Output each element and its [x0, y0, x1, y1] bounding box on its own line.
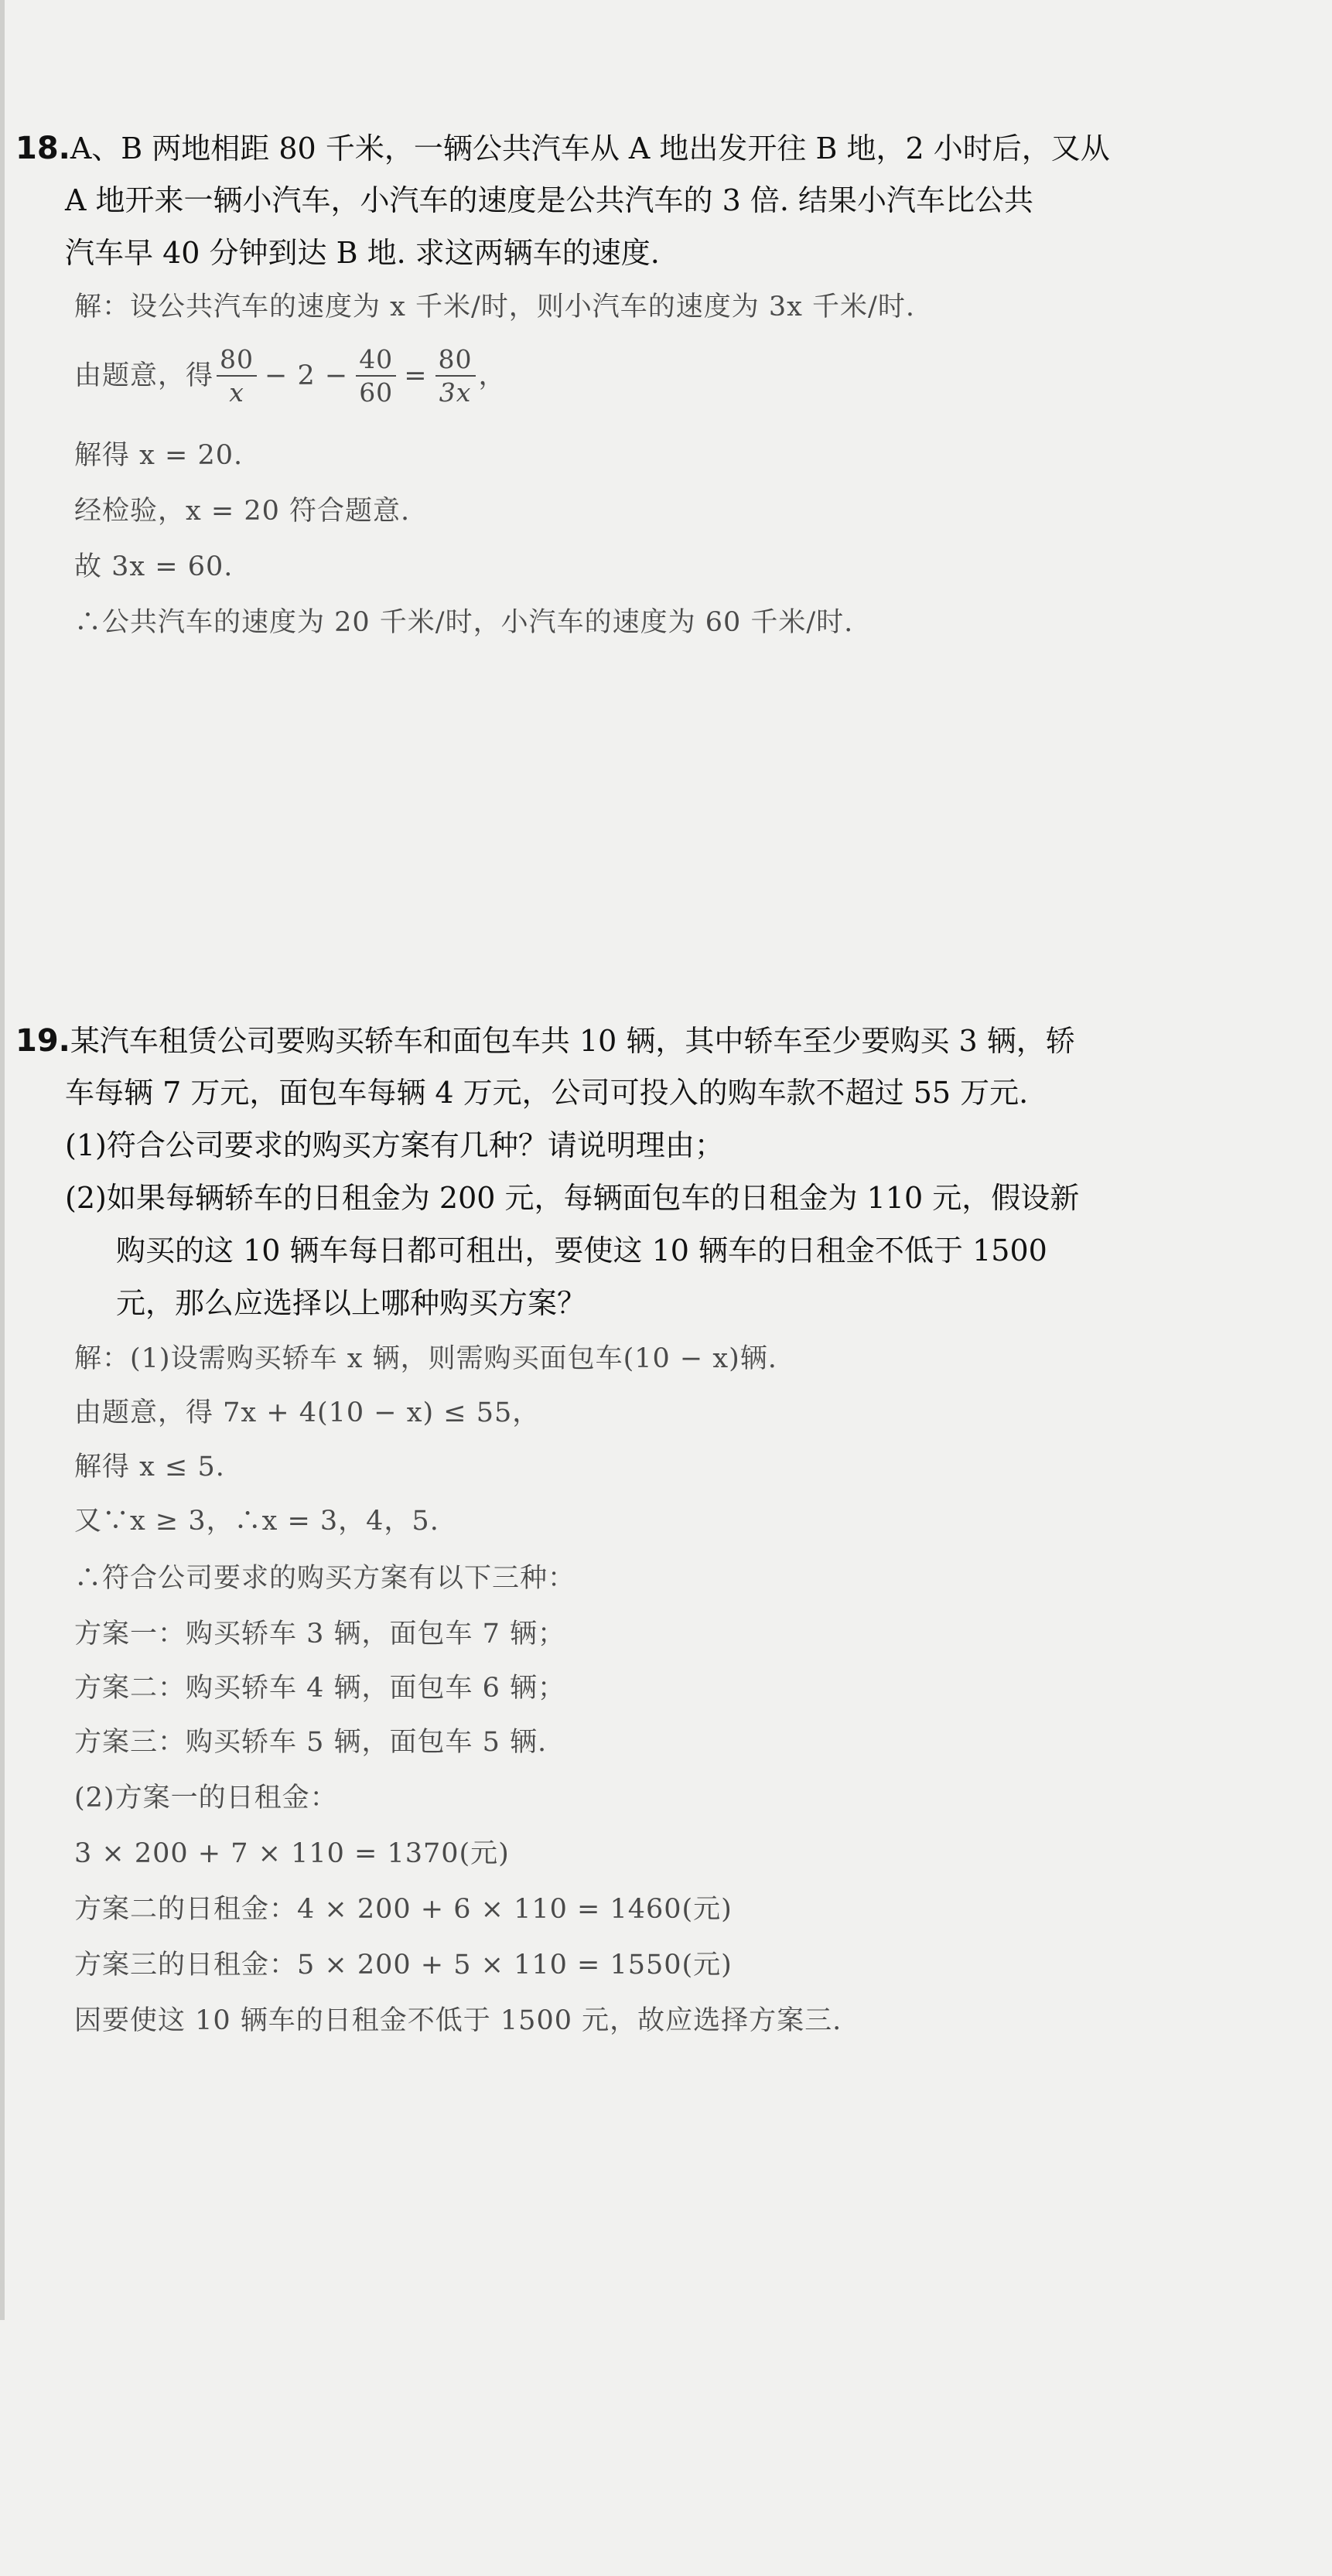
- fraction-40-over-60: [356, 344, 396, 408]
- q18-answer-line-6: ∴公共汽车的速度为 20 千米/时，小汽车的速度为 60 千米/时.: [74, 607, 854, 638]
- page-edge-shadow: [0, 0, 5, 2320]
- fraction-80-over-x: [217, 344, 257, 408]
- frac2-numerator: 40: [356, 346, 396, 377]
- q19-line-1: [15, 1023, 1075, 1059]
- q19-answer-l2: 由题意，得 7x + 4(10 − x) ≤ 55，: [74, 1397, 541, 1428]
- frac1-denominator: x: [229, 377, 244, 408]
- q19-text-1: 某汽车租赁公司要购买轿车和面包车共 10 辆，其中轿车至少要购买 3 辆，轿: [70, 1024, 1075, 1058]
- q19-answer-l3: 解得 x ≤ 5.: [74, 1452, 225, 1482]
- frac3-denominator: 3x: [439, 377, 472, 408]
- frac2-denominator: 60: [359, 377, 394, 408]
- q19-line-6: 元，那么应选择以上哪种购买方案？: [116, 1286, 587, 1320]
- q19-number: 19.: [15, 1023, 70, 1059]
- q18-answer-line-3: 解得 x = 20.: [74, 440, 244, 471]
- minus-two: − 2 −: [265, 360, 349, 391]
- q19-answer-l11: 方案二的日租金：4 × 200 + 6 × 110 = 1460(元): [74, 1894, 733, 1925]
- q18-answer-line-5: 故 3x = 60.: [74, 551, 234, 582]
- q18-answer-line-4: 经检验，x = 20 符合题意.: [74, 496, 411, 527]
- q19-answer-l1: 解：(1)设需购买轿车 x 辆，则需购买面包车(10 − x)辆.: [74, 1343, 777, 1374]
- q19-answer-l9: (2)方案一的日租金：: [74, 1783, 338, 1813]
- equals-sign: =: [404, 360, 428, 391]
- q19-line-4: (2)如果每辆轿车的日租金为 200 元，每辆面包车的日租金为 110 元，假设新: [65, 1181, 1080, 1215]
- q19-answer-l12: 方案三的日租金：5 × 200 + 5 × 110 = 1550(元): [74, 1950, 733, 1981]
- q19-line-3: (1)符合公司要求的购买方案有几种？请说明理由；: [65, 1128, 724, 1162]
- q19-answer-l13: 因要使这 10 辆车的日租金不低于 1500 元，故应选择方案三.: [74, 2005, 842, 2036]
- frac3-numerator: 80: [435, 346, 476, 377]
- q19-line-2: 车每辆 7 万元，面包车每辆 4 万元，公司可投入的购车款不超过 55 万元.: [65, 1076, 1029, 1110]
- q19-answer-l4: 又∵x ≥ 3，∴x = 3，4，5.: [74, 1506, 439, 1537]
- eq-prefix: 由题意，得: [74, 360, 214, 391]
- q18-answer-equation: [74, 344, 507, 408]
- q19-answer-l8: 方案三：购买轿车 5 辆，面包车 5 辆.: [74, 1727, 548, 1758]
- q19-answer-l10: 3 × 200 + 7 × 110 = 1370(元): [74, 1838, 510, 1869]
- q18-line-2: A 地开来一辆小汽车，小汽车的速度是公共汽车的 3 倍. 结果小汽车比公共: [65, 183, 1034, 217]
- frac1-numerator: 80: [217, 346, 257, 377]
- fraction-80-over-3x: [435, 344, 476, 408]
- q18-answer-line-1: 解：设公共汽车的速度为 x 千米/时，则小汽车的速度为 3x 千米/时.: [74, 292, 915, 322]
- q19-answer-l5: ∴符合公司要求的购买方案有以下三种：: [74, 1563, 576, 1594]
- q19-answer-l7: 方案二：购买轿车 4 辆，面包车 6 辆；: [74, 1673, 566, 1704]
- q19-line-5: 购买的这 10 辆车每日都可租出，要使这 10 辆车的日租金不低于 1500: [116, 1233, 1047, 1268]
- q18-text-1: A、B 两地相距 80 千米，一辆公共汽车从 A 地出发开往 B 地，2 小时后，又从: [70, 131, 1110, 165]
- q18-number: 18.: [15, 131, 70, 166]
- eq-suffix: ，: [478, 360, 507, 391]
- q18-line-3: 汽车早 40 分钟到达 B 地. 求这两辆车的速度.: [65, 236, 660, 270]
- q18-line-1: [15, 133, 1110, 164]
- q19-answer-l6: 方案一：购买轿车 3 辆，面包车 7 辆；: [74, 1619, 566, 1650]
